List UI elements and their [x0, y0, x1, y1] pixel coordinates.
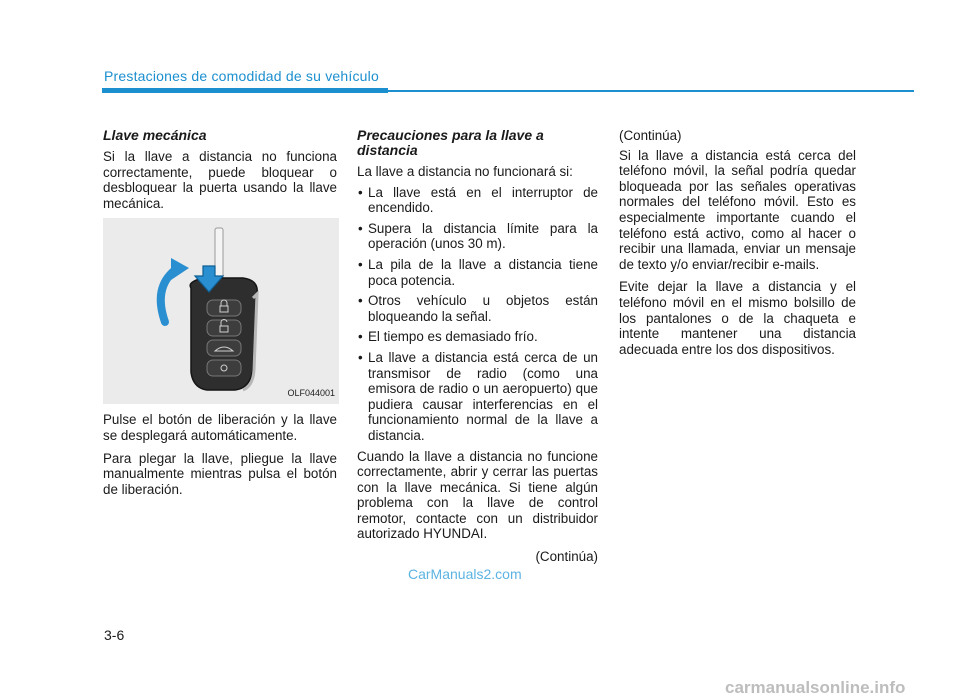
paragraph: Para plegar la llave, pliegue la llave manualmente mientras pulsa el botón de liberación. — [103, 450, 337, 497]
paragraph: Si la llave a distancia no funciona correctamente, puede bloquear o desbloquear la puerta usando la llave mecánica. — [103, 149, 337, 211]
column-middle — [357, 128, 598, 572]
paragraph: Si la llave a distancia está cerca del teléfono móvil, la señal podría quedar bloqueada por las señales operativas normales del teléfono móvil. Esto es especialmente importante cuando el teléfono está activo, como al hacer o recibir una llamada, enviar un mensaje de texto y/o enviar/recibir e-mails. — [619, 147, 856, 272]
heading-llave-mecanica: Llave mecánica — [103, 127, 207, 143]
list-item: • Supera la distancia límite para la operación (unos 30 m). — [357, 221, 598, 252]
list-item: • La pila de la llave a distancia tiene poca potencia. — [357, 257, 598, 288]
continued-label: (Continúa) — [535, 549, 598, 565]
list-item: • La llave a distancia está cerca de un transmisor de radio (como una emisora de radio o un aeropuerto) que pudiera causar interferencias en el funcionamiento normal de la llave a distancia. — [357, 350, 598, 444]
paragraph: Evite dejar la llave a distancia y el teléfono móvil en el mismo bolsillo de los pantalones o de la chaqueta e intente mantener una distancia adecuada entre los dos dispositivos. — [619, 279, 856, 357]
list-item: • La llave está en el interruptor de encendido. — [357, 185, 598, 216]
smart-key-image — [103, 218, 339, 404]
section-title: Prestaciones de comodidad de su vehículo — [104, 68, 379, 84]
bullet-list — [357, 185, 598, 444]
figure-code: OLF044001 — [287, 387, 335, 398]
page-number: 3-6 — [104, 627, 125, 643]
heading-precauciones: Precauciones para la llave a distancia — [357, 127, 544, 158]
paragraph: Cuando la llave a distancia no funcione correctamente, abrir y cerrar las puertas con la llave mecánica. Si tiene algún problema con la llave de control remotor, contacte con un distribuidor autorizado HYUNDAI. — [357, 448, 598, 542]
watermark-link[interactable]: CarManuals2.com — [408, 566, 522, 582]
list-item: • Otros vehículo u objetos están bloqueando la señal. — [357, 293, 598, 324]
list-item: • El tiempo es demasiado frío. — [357, 329, 598, 345]
paragraph: Pulse el botón de liberación y la llave se desplegará automáticamente. — [103, 412, 337, 443]
watermark-footer: carmanualsonline.info — [725, 678, 906, 697]
column-left — [103, 128, 337, 504]
header-rule — [388, 90, 914, 92]
paragraph-intro: La llave a distancia no funcionará si: — [357, 164, 573, 179]
column-right — [619, 128, 856, 364]
key-illustration — [103, 218, 339, 404]
header-rule-accent — [102, 88, 388, 93]
continued-label: (Continúa) — [619, 128, 682, 143]
